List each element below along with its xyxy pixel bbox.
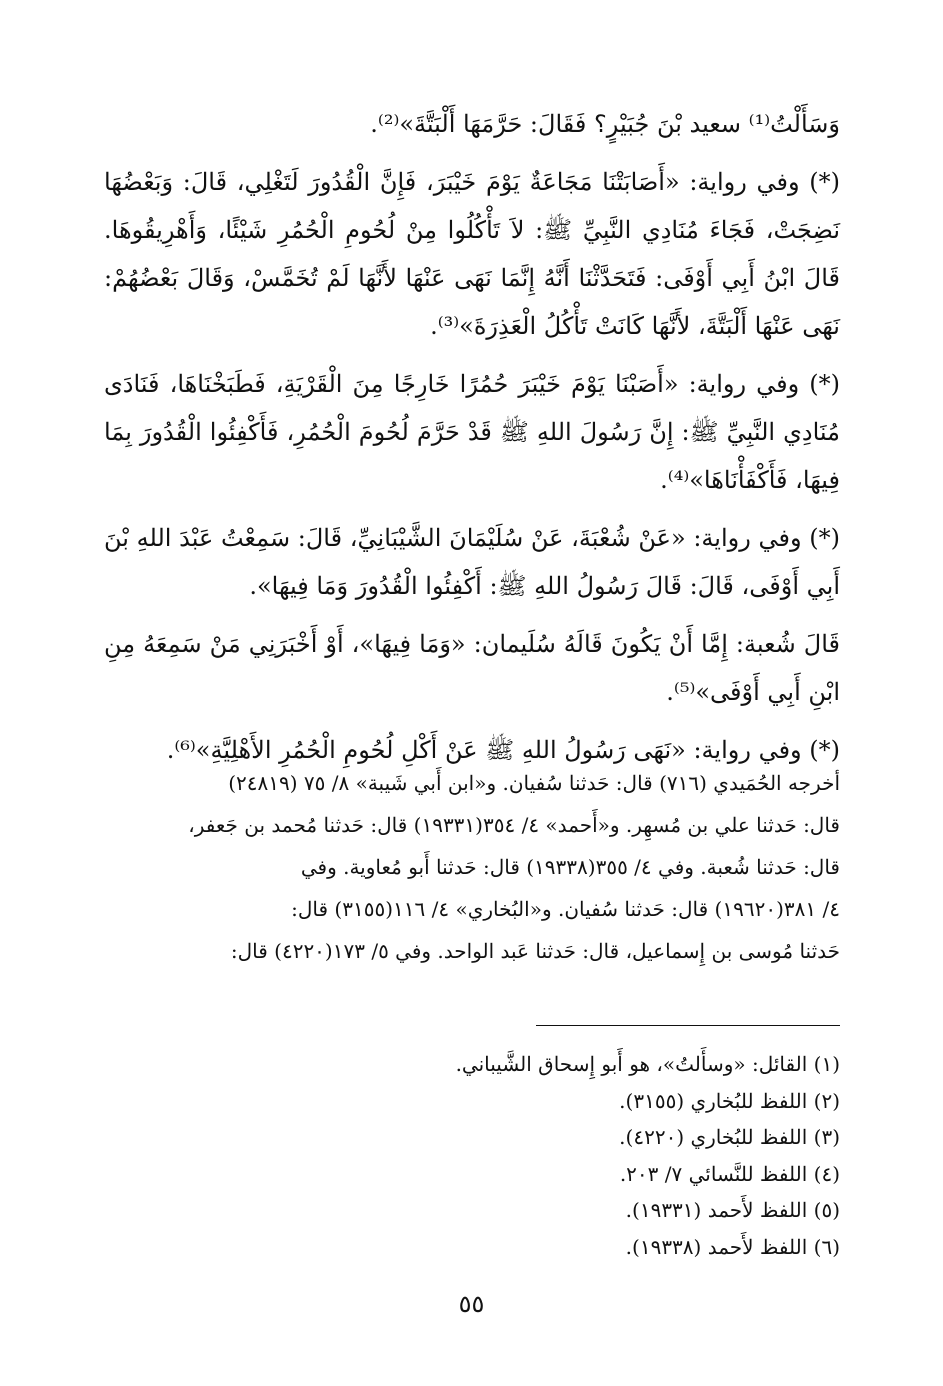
footnote: (٦) اللفظ لأَحمد (١٩٣٣٨). <box>625 1234 840 1259</box>
footnote: (٣) اللفظ للبُخاري (٤٢٢٠). <box>619 1125 840 1149</box>
takhrij-line: حَدثنا مُوسى بن إِسماعيل، قال: حَدثنا عَبد الواحد. وفي ٥/ ١٧٣(٤٢٢٠) قال: <box>230 939 840 963</box>
narration-paragraph: قَالَ شُعبة: إِمَّا أَنْ يَكُونَ قَالَهُ سُلَيمان: «وَمَا فِيهَا»، أَوْ أَخْبَرَنِي مَنْ سَمِعَهُ مِنِ ابْنِ أَبِي أَوْفَى»⁽⁵⁾. <box>104 630 840 706</box>
takhrij-line: قال: حَدثنا شُعبة. وفي ٤/ ٣٥٥(١٩٣٣٨) قال: حَدثنا أَبو مُعاوية. وفي <box>300 855 840 879</box>
footnote: (٥) اللفظ لأَحمد (١٩٣٣١). <box>625 1198 840 1222</box>
footnotes <box>104 1046 840 1265</box>
takhrij-section <box>104 762 840 972</box>
narration-paragraph: (*) وفي رواية: «نَهَى رَسُولُ اللهِ ﷺ عَنْ أَكْلِ لُحُومِ الْحُمُرِ الأَهْلِيَّةِ»⁽⁶⁾. <box>166 736 840 764</box>
narration-paragraph: (*) وفي رواية: «أَصَبْنَا يَوْمَ خَيْبَرَ حُمُرًا خَارِجًا مِنَ الْقَرْيَةِ، فَطَبَخْنَاهَا، فَنَادَى مُنَادِي النَّبِيِّ ﷺ: إِنَّ رَسُولَ اللهِ ﷺ قَدْ حَرَّمَ لُحُومَ الْحُمُرِ، فَأَكْفِئُوا الْقُدُورَ بِمَا فِيهَا، فَأَكْفَأْنَاهَا»⁽⁴⁾. <box>104 370 840 494</box>
footnote-separator <box>536 1025 840 1026</box>
footnote: (١) القائل: «وسأَلتُ»، هو أَبو إِسحاق الشَّيباني. <box>455 1052 840 1076</box>
takhrij-line: قال: حَدثنا علي بن مُسهِر. و«أَحمد» ٤/ ٣٥٤(١٩٣٣١) قال: حَدثنا مُحمد بن جَعفر، <box>188 813 840 837</box>
takhrij-line: أخرجه الحُمَيدي (٧١٦) قال: حَدثنا سُفيان. و«ابن أَبي شَيبة» ٨/ ٧٥ (٢٤٨١٩) <box>228 771 840 795</box>
footnote: (٤) اللفظ للنَّسائي ٧/ ٢٠٣. <box>619 1161 840 1186</box>
hadith-paragraph: وَسَأَلْتُ⁽¹⁾ سعيد بْنَ جُبَيْرٍ؟ فَقَالَ: حَرَّمَهَا أَلْبَتَّةَ»⁽²⁾. <box>370 110 840 138</box>
page-number: ٥٥ <box>458 1290 485 1318</box>
narration-paragraph: (*) وفي رواية: «عَنْ شُعْبَةَ، عَنْ سُلَيْمَانَ الشَّيْبَانِيِّ، قَالَ: سَمِعْتُ عَبْدَ اللهِ بْنَ أَبِي أَوْفَى، قَالَ: قَالَ رَسُولُ اللهِ ﷺ: أَكْفِئُوا الْقُدُورَ وَمَا فِيهَا». <box>104 524 840 600</box>
main-text <box>104 100 840 784</box>
takhrij-line: ٤/ ٣٨١(١٩٦٢٠) قال: حَدثنا سُفيان. و«البُخاري» ٤/ ١١٦(٣١٥٥) قال: <box>291 897 840 921</box>
narration-paragraph: (*) وفي رواية: «أَصَابَتْنَا مَجَاعَةٌ يَوْمَ خَيْبَرَ، فَإِنَّ الْقُدُورَ لَتَغْلِي، قَالَ: وَبَعْضُهَا نَضِجَتْ، فَجَاءَ مُنَادِي النَّبِيِّ ﷺ: لاَ تَأْكُلُوا مِنْ لُحُومِ الْحُمُرِ شَيْئًا، وَأَهْرِيقُوهَا. قَالَ ابْنُ أَبِي أَوْفَى: فَتَحَدَّثْنَا أَنَّهُ إِنَّمَا نَهَى عَنْهَا لأَنَّهَا لَمْ تُخَمَّسْ، وَقَالَ بَعْضُهُمْ: نَهَى عَنْهَا أَلْبَتَّةَ، لأَنَّهَا كَانَتْ تَأْكُلُ الْعَذِرَةَ»⁽³⁾. <box>104 168 840 340</box>
footnote: (٢) اللفظ للبُخاري (٣١٥٥). <box>619 1088 840 1113</box>
